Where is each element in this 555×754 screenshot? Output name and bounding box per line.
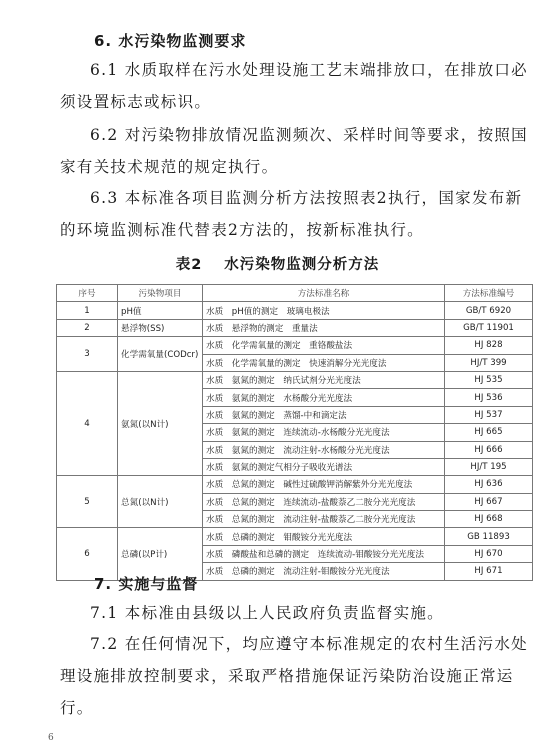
cell-method-name: 水质 总氮的测定 碱性过硫酸钾消解紫外分光光度法 [203,476,445,493]
cell-method-code: HJ 536 [445,389,533,406]
cell-pollutant: 氨氮(以N计) [118,371,203,475]
cell-method-name: 水质 悬浮物的测定 重量法 [203,319,445,336]
cell-method-name: 水质 总磷的测定 流动注射-钼酸铵分光光度法 [203,563,445,580]
cell-method-code: HJ 671 [445,563,533,580]
clause-6-1: 6.1 水质取样在污水处理设施工艺末端排放口，在排放口必须设置标志或标识。 [60,61,528,111]
cell-pollutant: pH值 [118,302,203,319]
cell-method-name: 水质 化学需氧量的测定 重铬酸盐法 [203,337,445,354]
clause-6-2: 6.2 对污染物排放情况监测频次、采样时间等要求，按照国家有关技术规范的规定执行。 [60,126,528,176]
section-7-heading: 7. 实施与监督 [94,575,199,593]
cell-serial: 2 [57,319,118,336]
cell-serial: 3 [57,337,118,372]
page-number: 6 [48,733,54,743]
table-row [57,337,533,354]
cell-method-name: 水质 氨氮的测定气相分子吸收光谱法 [203,458,445,475]
cell-method-name: 水质 总氮的测定 连续流动-盐酸萘乙二胺分光光度法 [203,493,445,510]
cell-method-code: HJ 667 [445,493,533,510]
header-method-name: 方法标准名称 [203,285,445,302]
table-row [57,302,533,319]
table-row [57,371,533,388]
cell-method-code: GB/T 11901 [445,319,533,336]
table-2-caption-title: 水污染物监测分析方法 [224,257,380,273]
cell-serial: 6 [57,528,118,580]
cell-method-code: HJ/T 399 [445,354,533,371]
cell-method-name: 水质 pH值的测定 玻璃电极法 [203,302,445,319]
header-serial: 序号 [57,285,118,302]
cell-serial: 4 [57,371,118,475]
header-method-code: 方法标准编号 [445,285,533,302]
table-row [57,476,533,493]
cell-method-name: 水质 总磷的测定 钼酸铵分光光度法 [203,528,445,545]
clause-7-2: 7.2 在任何情况下，均应遵守本标准规定的农村生活污水处理设施排放控制要求，采取严格措施保证污染防治设施正常运行。 [60,635,528,717]
clause-6-3: 6.3 本标准各项目监测分析方法按照表2执行，国家发布新的环境监测标准代替表2方法的，按新标准执行。 [60,189,523,239]
cell-method-code: HJ 665 [445,424,533,441]
monitoring-methods-table [56,284,533,581]
cell-method-name: 水质 化学需氧量的测定 快速消解分光光度法 [203,354,445,371]
cell-method-code: HJ 535 [445,371,533,388]
table-2-caption [0,253,555,274]
cell-method-code: GB 11893 [445,528,533,545]
cell-serial: 5 [57,476,118,528]
cell-method-name: 水质 总氮的测定 流动注射-盐酸萘乙二胺分光光度法 [203,511,445,528]
cell-method-code: HJ 537 [445,406,533,423]
cell-method-name: 水质 氨氮的测定 蒸馏-中和滴定法 [203,406,445,423]
cell-method-name: 水质 氨氮的测定 流动注射-水杨酸分光光度法 [203,441,445,458]
cell-method-code: HJ/T 195 [445,458,533,475]
cell-pollutant: 总氮(以N计) [118,476,203,528]
cell-method-name: 水质 氨氮的测定 纳氏试剂分光光度法 [203,371,445,388]
cell-method-code: HJ 668 [445,511,533,528]
table-row [57,528,533,545]
table-row [57,319,533,336]
cell-method-name: 水质 磷酸盐和总磷的测定 连续流动-钼酸铵分光光度法 [203,545,445,562]
cell-method-code: GB/T 6920 [445,302,533,319]
cell-method-code: HJ 636 [445,476,533,493]
cell-method-code: HJ 828 [445,337,533,354]
cell-method-name: 水质 氨氮的测定 连续流动-水杨酸分光光度法 [203,424,445,441]
cell-pollutant: 化学需氧量(CODcr) [118,337,203,372]
section-6-heading: 6. 水污染物监测要求 [94,32,247,50]
cell-pollutant: 悬浮物(SS) [118,319,203,336]
cell-method-name: 水质 氨氮的测定 水杨酸分光光度法 [203,389,445,406]
header-pollutant: 污染物项目 [118,285,203,302]
cell-method-code: HJ 666 [445,441,533,458]
table-2-caption-number: 表2 [175,257,203,273]
clause-7-1: 7.1 本标准由县级以上人民政府负责监督实施。 [90,604,444,622]
cell-serial: 1 [57,302,118,319]
cell-pollutant: 总磷(以P计) [118,528,203,580]
table-body [57,302,533,580]
table-header-row [57,285,533,302]
cell-method-code: HJ 670 [445,545,533,562]
